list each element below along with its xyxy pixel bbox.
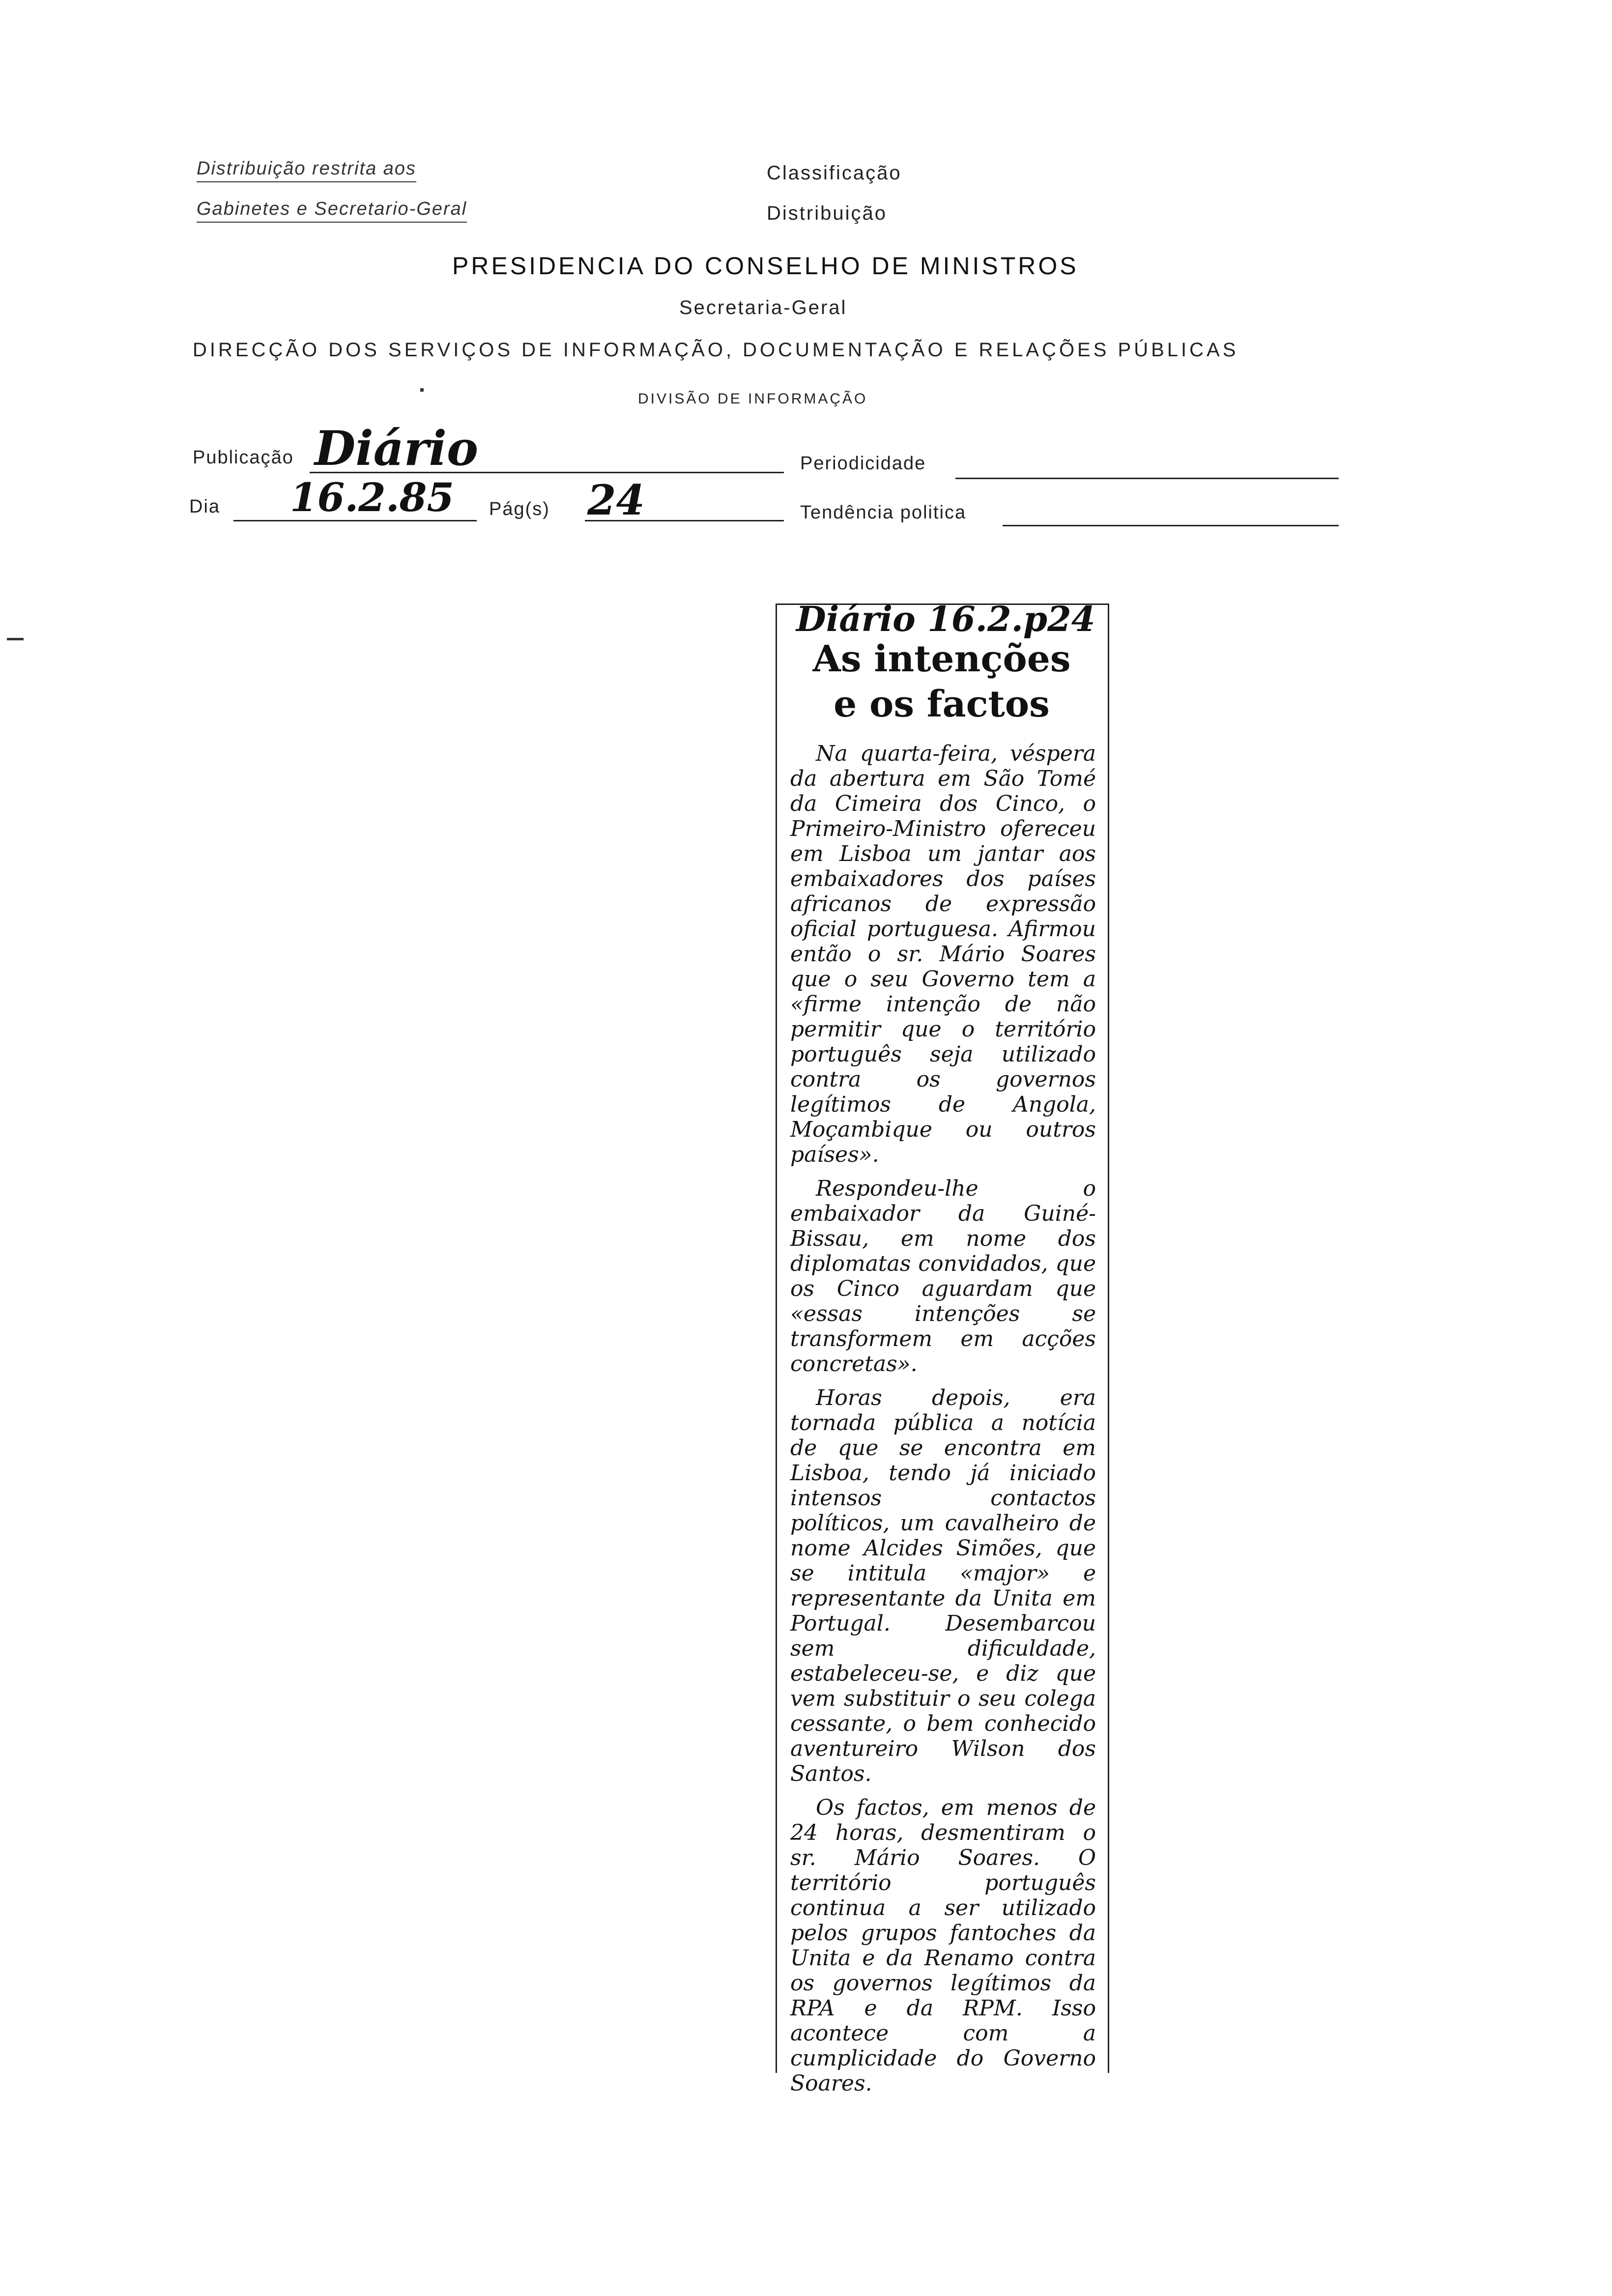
page-subtitle: Secretaria-Geral (679, 297, 847, 318)
periodicidade-label: Periodicidade (800, 453, 926, 474)
article-title-line1: As intenções (812, 638, 1071, 680)
publicacao-handwritten-value: Diário (315, 421, 478, 476)
tendencia-label: Tendência politica (800, 502, 967, 523)
classification-label: Classificação (767, 162, 902, 184)
article-paragraph: Horas depois, era tornada pública a notícia de que se encontra em Lisboa, tendo já iniciado intensos contactos políticos, um cavalheiro de nome Alcides Simões, que se intitula «major» e representante da Unita em Portugal. Desembarcou sem dificuldade, estabeleceu-se, e diz que vem substituir o seu colega cessante, o bem conhecido aventureiro Wilson dos Santos. (790, 1385, 1096, 1786)
tendencia-line (1003, 525, 1339, 526)
pags-handwritten-value: 24 (587, 476, 645, 524)
pags-label: Pág(s) (489, 499, 550, 519)
division-name: DIVISÃO DE INFORMAÇÃO (638, 391, 868, 407)
periodicidade-line (955, 478, 1339, 479)
article-paragraph: Respondeu-lhe o embaixador da Guiné-Bissau, em nome dos diplomatas convidados, que os Cinco aguardam que «essas intenções se transformem em acções concretas». (790, 1176, 1096, 1377)
article-title-line2: e os factos (834, 683, 1050, 725)
article-paragraph: Os factos, em menos de 24 horas, desmentiram o sr. Mário Soares. O território português continua a ser utilizado pelos grupos fantoches da Unita e da Renamo contra os governos legítimos da RPA e da RPM. Isso acontece com a cumplicidade do Governo Soares. (790, 1795, 1096, 2096)
page-title: PRESIDENCIA DO CONSELHO DE MINISTROS (452, 252, 1079, 280)
department-name: DIRECÇÃO DOS SERVIÇOS DE INFORMAÇÃO, DOCUMENTAÇÃO E RELAÇÕES PÚBLICAS (193, 339, 1239, 361)
article-body (790, 741, 1096, 2105)
clipping-right-border (1108, 603, 1109, 2073)
distribution-label: Distribuição (767, 202, 887, 224)
distribution-note-line2: Gabinetes e Secretario-Geral (197, 199, 467, 223)
distribution-note-line1: Distribuição restrita aos (197, 158, 416, 182)
clipping-handwritten-note: Diário 16.2.p24 (796, 599, 1095, 639)
publicacao-line (310, 472, 784, 473)
article-paragraph: Na quarta-feira, véspera da abertura em São Tomé da Cimeira dos Cinco, o Primeiro-Ministro ofereceu em Lisboa um jantar aos embaixadores dos países africanos de expressão oficial portuguesa. Afirmou então o sr. Mário Soares que o seu Governo tem a «firme intenção de não permitir que o território português seja utilizado contra os governos legítimos de Angola, Moçambique ou outros países». (790, 741, 1096, 1167)
clipping-left-border (776, 603, 777, 2073)
publicacao-label: Publicação (193, 447, 294, 468)
speck-mark (420, 388, 424, 392)
dia-handwritten-value: 16.2.85 (290, 474, 455, 520)
margin-mark (7, 638, 24, 640)
dia-label: Dia (189, 496, 221, 517)
